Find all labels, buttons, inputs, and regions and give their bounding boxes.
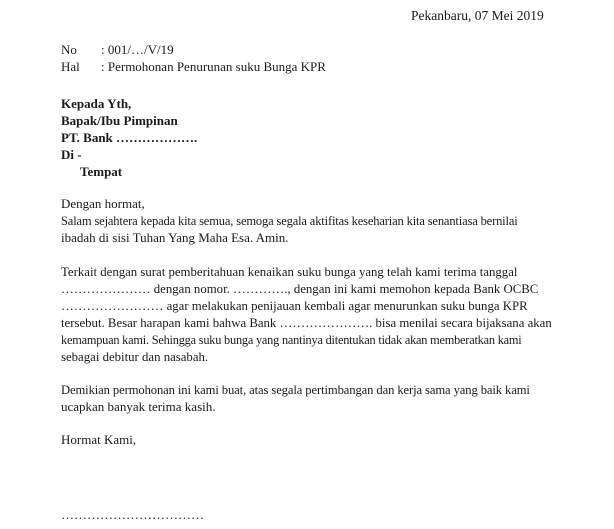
body-line-4: tersebut. Besar harapan kami bahwa Bank …………………. bisa menilai secara bijaksana akan xyxy=(61,316,552,330)
recipient-line-5: Tempat xyxy=(80,164,123,179)
body-line-1: Terkait dengan surat pemberitahuan kenaikan suku bunga yang telah kami terima tanggal xyxy=(61,265,518,279)
number-label: No xyxy=(61,42,77,57)
recipient-line-2: Bapak/Ibu Pimpinan xyxy=(61,113,178,128)
body-line-6: sebagai debitur dan nasabah. xyxy=(61,350,209,364)
subject-label: Hal xyxy=(61,59,80,74)
number-value: : 001/…/V/19 xyxy=(101,42,174,57)
subject-value: : Permohonan Penurunan suku Bunga KPR xyxy=(101,59,326,74)
letter-number xyxy=(61,42,174,58)
body-line-3: …………………… agar melakukan penijauan kembali agar menurunkan suku bunga KPR xyxy=(61,299,528,313)
closing-line-2: ucapkan banyak terima kasih. xyxy=(61,399,216,414)
opening-line-1: Salam sejahtera kepada kita semua, semoga segala aktifitas keseharian kita senantiasa bernilai xyxy=(61,214,518,228)
signature-salutation: Hormat Kami, xyxy=(61,432,137,447)
recipient-line-3: PT. Bank ………………. xyxy=(61,130,198,145)
closing-line-1: Demikian permohonan ini kami buat, atas segala pertimbangan dan kerja sama yang baik kami xyxy=(61,383,530,397)
recipient-line-4: Di - xyxy=(61,147,82,162)
recipient-line-1: Kepada Yth, xyxy=(61,96,132,111)
letter-subject xyxy=(61,59,326,75)
greeting: Dengan hormat, xyxy=(61,196,145,211)
body-line-2: ………………… dengan nomor. …………., dengan ini kami memohon kepada Bank OCBC xyxy=(61,282,539,296)
opening-line-2: ibadah di sisi Tuhan Yang Maha Esa. Amin. xyxy=(61,230,289,245)
signature-name-line: …………………………… xyxy=(61,507,204,522)
body-line-5: kemampuan kami. Sehingga suku bunga yang nantinya ditentukan tidak akan memberatkan kami xyxy=(61,333,522,347)
letter-date: Pekanbaru, 07 Mei 2019 xyxy=(411,8,544,23)
